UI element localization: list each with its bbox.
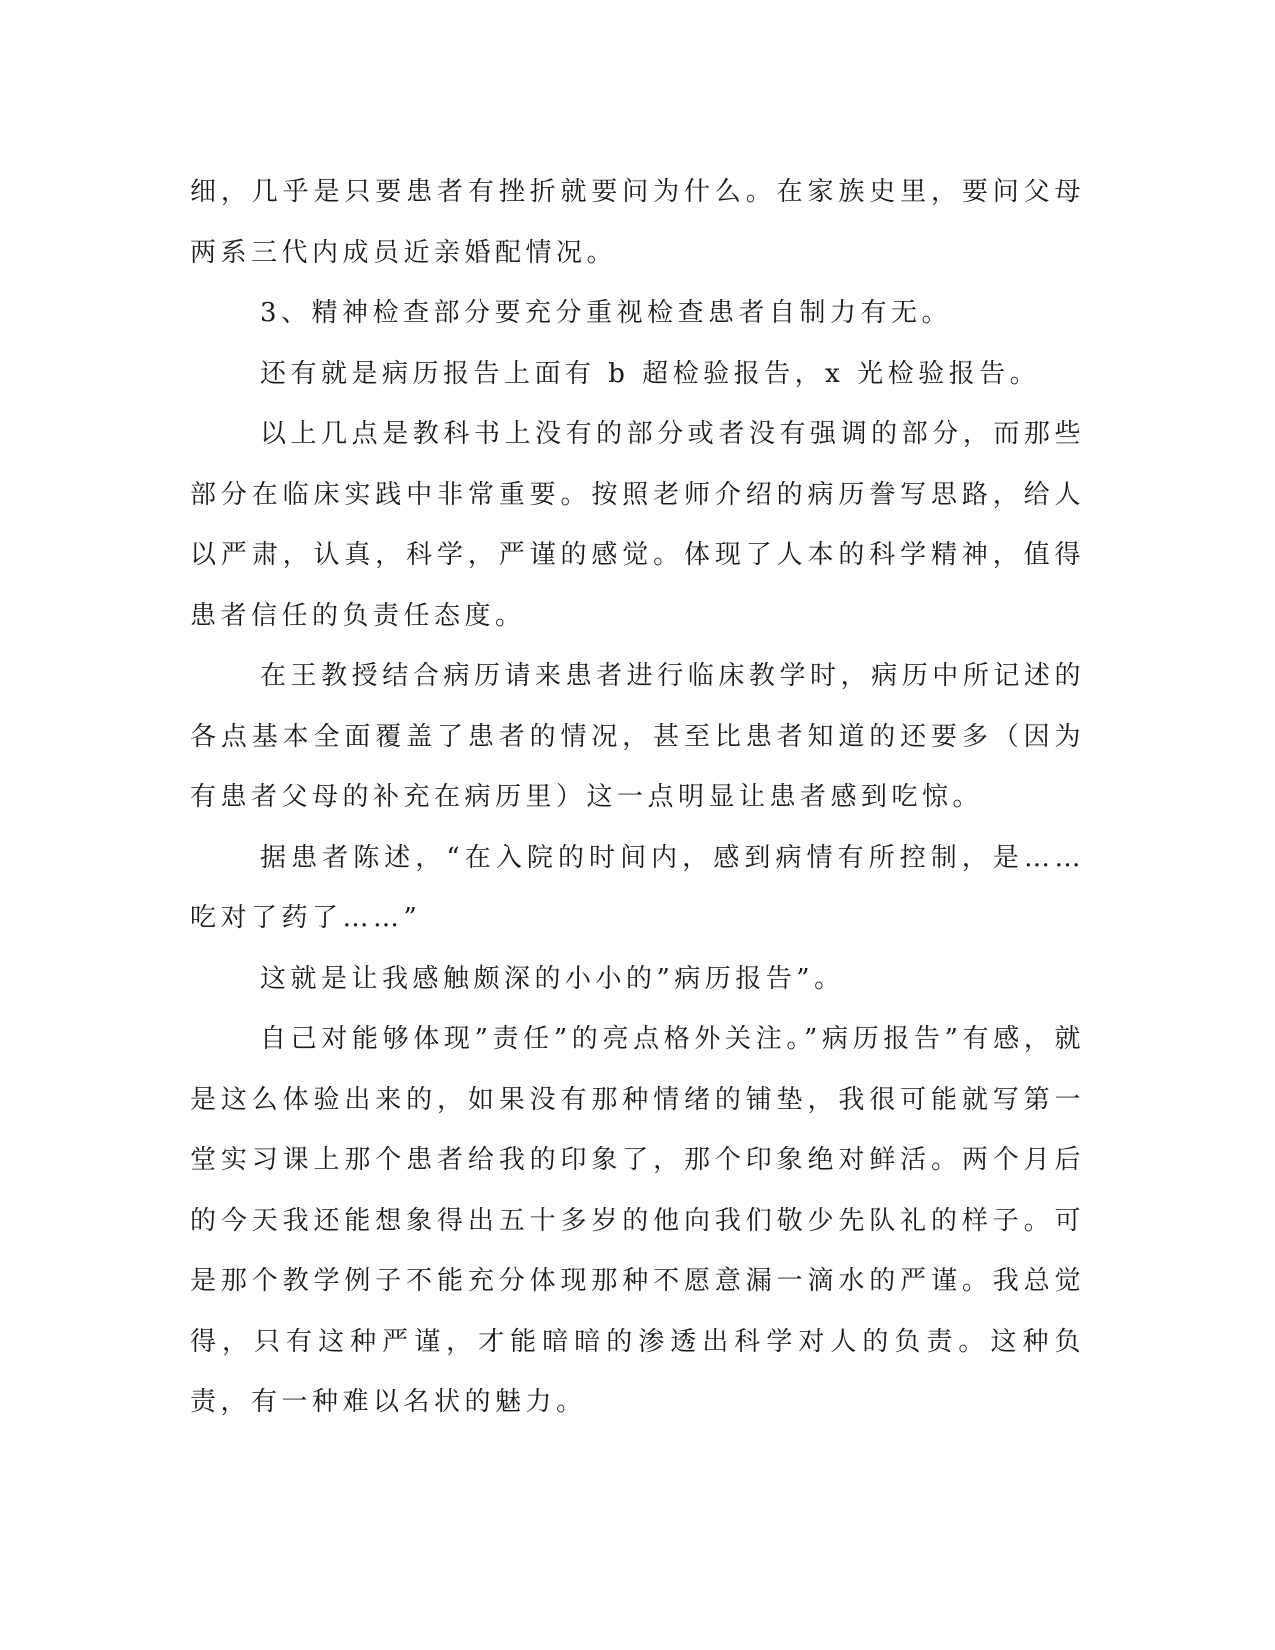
paragraph-4: 以上几点是教科书上没有的部分或者没有强调的部分，而那些部分在临床实践中非常重要。按照老师介绍的病历誊写思路，给人以严肃，认真，科学，严谨的感觉。体现了人本的科学精神，值得患者信任的负责任态度。 <box>190 419 1085 631</box>
paragraph-5: 在王教授结合病历请来患者进行临床教学时，病历中所记述的各点基本全面覆盖了患者的情况，甚至比患者知道的还要多（因为有患者父母的补充在病历里）这一点明显让患者感到吃惊。 <box>190 661 1085 812</box>
paragraph-1: 细，几乎是只要患者有挫折就要问为什么。在家族史里，要问父母两系三代内成员近亲婚配情况。 <box>190 177 1085 268</box>
paragraph-2: 3、精神检查部分要充分重视检查患者自制力有无。 <box>260 298 953 328</box>
paragraph-3: 还有就是病历报告上面有 b 超检验报告，x 光检验报告。 <box>260 358 1041 389</box>
document-body <box>190 162 1085 1433</box>
paragraph-8: 自己对能够体现”责任”的亮点格外关注。”病历报告”有感，就是这么体验出来的，如果没有那种情绪的铺垫，我很可能就写第一堂实习课上那个患者给我的印象了，那个印象绝对鲜活。两个月后的今天我还能想象得出五十多岁的他向我们敬少先队礼的样子。可是那个教学例子不能充分体现那种不愿意漏一滴水的严谨。我总觉得，只有这种严谨，才能暗暗的渗透出科学对人的负责。这种负责，有一种难以名状的魅力。 <box>190 1024 1085 1417</box>
paragraph-6: 据患者陈述，“在入院的时间内，感到病情有所控制，是……吃对了药了……” <box>190 842 1085 933</box>
paragraph-7: 这就是让我感触颇深的小小的”病历报告”。 <box>260 963 845 994</box>
